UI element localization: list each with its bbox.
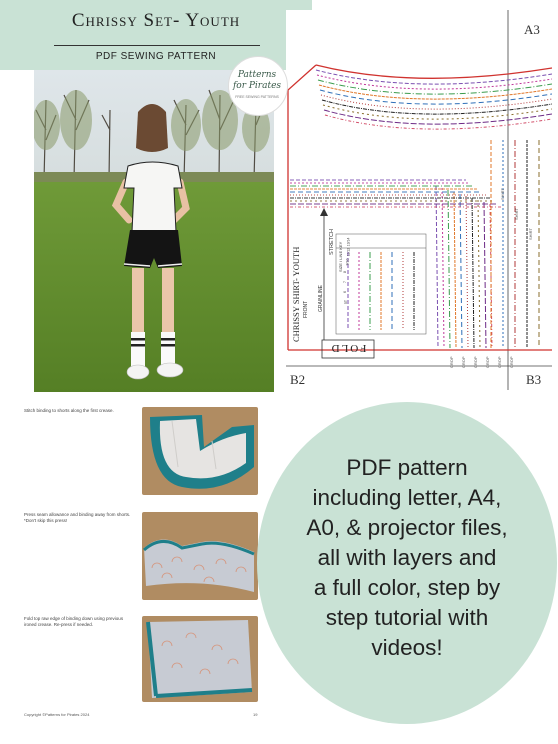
grainline-label: GRAINLINE xyxy=(318,285,324,312)
promo-line: PDF pattern xyxy=(346,455,468,480)
tutorial-step-1-photo xyxy=(142,407,258,495)
fold-label: FOLD xyxy=(329,342,367,354)
model-photo xyxy=(34,70,274,392)
crop-label: CROP xyxy=(485,356,490,368)
promo-line: videos! xyxy=(371,635,443,660)
promo-line: a full color, step by xyxy=(313,575,501,600)
product-subtitle: PDF SEWING PATTERN xyxy=(95,51,217,62)
brand-logo-line2: for Pirates xyxy=(232,81,282,91)
tutorial-step-2-photo xyxy=(142,512,258,600)
size-key-item: 11/12 xyxy=(346,247,351,257)
promo-line: A0, & projector files, xyxy=(306,515,508,540)
shirt-label: SHIRT xyxy=(500,188,505,200)
size-key-item: 8 xyxy=(342,271,347,273)
size-key-item: 6 xyxy=(342,291,347,293)
model-photo-illustration xyxy=(34,70,274,392)
crop-label: CROP xyxy=(473,356,478,368)
crop-label: CROP xyxy=(449,356,454,368)
product-title: Chrissy Set- Youth xyxy=(71,10,241,31)
size-key-item: 5T xyxy=(344,299,349,305)
tutorial-step-3-photo xyxy=(142,616,258,702)
tile-label-a3: A3 xyxy=(524,22,540,37)
size-key-item: 7 xyxy=(342,281,347,283)
tile-label-b2: B2 xyxy=(290,372,306,387)
tutorial-step-2-text xyxy=(24,512,134,524)
brand-logo-tagline: FREE SEWING PATTERNS xyxy=(235,95,279,99)
promo-line: including letter, A4, xyxy=(312,485,502,510)
size-key-label: SIZE / LINE KEY xyxy=(338,241,343,272)
brand-logo-line1: Patterns xyxy=(237,70,277,80)
shirt-label: SHIRT xyxy=(528,228,533,240)
tutorial-step-3-text: Fold top raw edge of binding down using previous ironed crease. Re-press if needed. xyxy=(24,616,124,627)
pattern-sheet xyxy=(286,10,552,390)
size-key-item: 9/10 xyxy=(345,258,350,266)
pattern-pieces xyxy=(286,10,552,390)
crop-label: CROP xyxy=(509,356,514,368)
shirt-label: SHIRT xyxy=(514,208,519,220)
promo-line: step tutorial with xyxy=(325,605,489,630)
tutorial-page-number: 19 xyxy=(253,712,258,717)
crop-label: CROP xyxy=(497,356,502,368)
tutorial-step-2-body: Press seam allowance and binding away from shorts. xyxy=(24,512,131,517)
tutorial-step-2-note: *Don't skip this press! xyxy=(24,518,68,523)
stretch-label: STRETCH xyxy=(329,229,335,255)
size-key-item: 13/14 xyxy=(346,237,351,247)
tile-label-b3: B3 xyxy=(526,372,542,387)
title-divider xyxy=(54,45,260,46)
pattern-piece-subtitle: FRONT xyxy=(303,300,309,318)
pattern-piece-title: CHRISSY SHIRT- YOUTH xyxy=(291,246,301,342)
tutorial-copyright: Copyright ©Patterns for Pirates 2024 xyxy=(24,712,90,717)
promo-line: all with layers and xyxy=(317,545,497,570)
tutorial-step-1-text: Stitch binding to shorts along the first crease. xyxy=(24,408,114,413)
crop-label: CROP xyxy=(461,356,466,368)
